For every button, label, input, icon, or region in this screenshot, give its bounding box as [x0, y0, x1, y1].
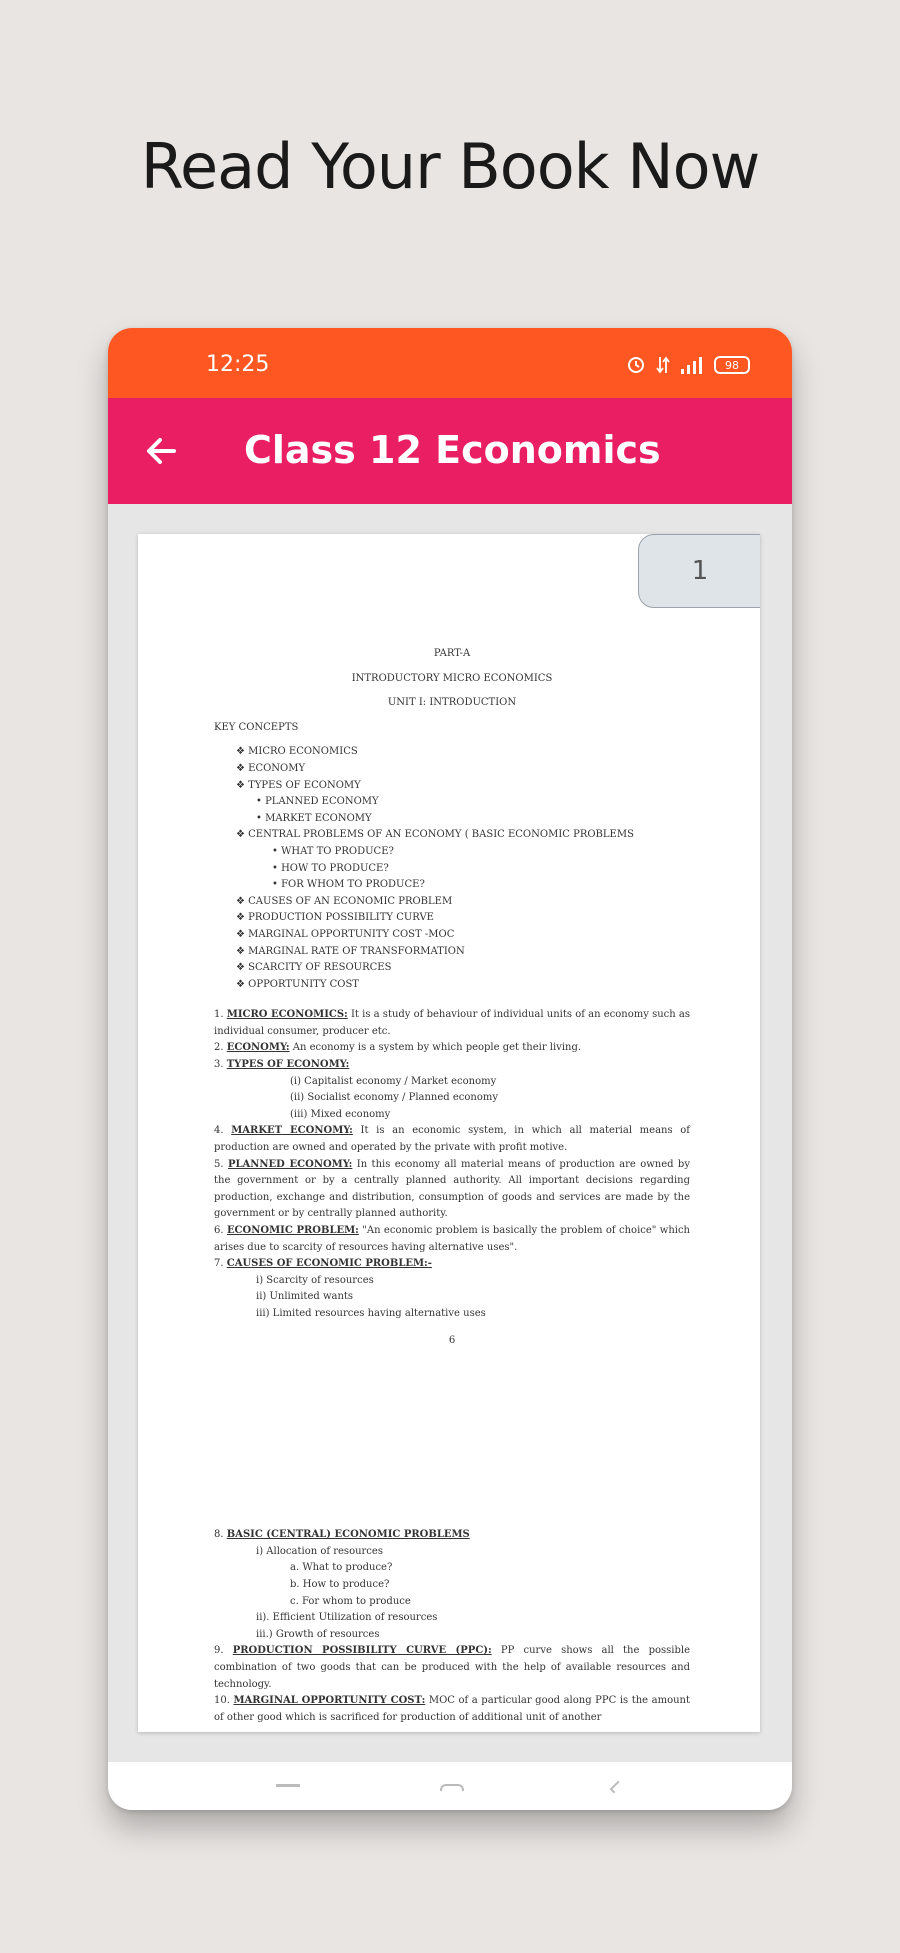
doc-part-heading: PART-A: [433, 648, 471, 659]
list-item: ❖ CAUSES OF AN ECONOMIC PROBLEM: [236, 895, 453, 907]
arrow-back-icon: [138, 428, 184, 474]
list-item: b. How to produce?: [290, 1578, 390, 1590]
status-bar: [108, 328, 792, 398]
status-time: 12:25: [206, 352, 270, 377]
list-item: ❖ PRODUCTION POSSIBILITY CURVE: [236, 912, 434, 924]
list-item: ❖ SCARCITY OF RESOURCES: [236, 962, 392, 974]
doc-item: 9. PRODUCTION POSSIBILITY CURVE (PPC): PP curve shows all the possible combination of two goods that can be produced with the help of available resources and technology.: [214, 1645, 690, 1690]
list-item: • FOR WHOM TO PRODUCE?: [272, 879, 425, 891]
pdf-viewer[interactable]: [108, 504, 792, 1762]
list-item: (i) Capitalist economy / Market economy: [290, 1075, 497, 1087]
doc-title-heading: INTRODUCTORY MICRO ECONOMICS: [351, 672, 553, 684]
alarm-icon: [626, 355, 646, 375]
list-item: (iii) Mixed economy: [290, 1108, 391, 1120]
list-item: • MARKET ECONOMY: [256, 812, 372, 824]
list-item: ❖ TYPES OF ECONOMY: [236, 779, 361, 791]
list-item: ❖ MARGINAL OPPORTUNITY COST -MOC: [236, 928, 455, 940]
doc-page-footer: 6: [448, 1334, 456, 1346]
document-text: [214, 646, 690, 1726]
list-item: (ii) Socialist economy / Planned economy: [290, 1092, 498, 1104]
battery-level: 98: [725, 358, 739, 372]
doc-item: 2. ECONOMY: An economy is a system by which people get their living.: [214, 1042, 582, 1054]
home-icon[interactable]: [440, 1784, 464, 1791]
list-item: ii) Unlimited wants: [256, 1291, 354, 1303]
doc-item: 4. MARKET ECONOMY: It is an economic system, in which all material means of production are owned and operated by the private with profit motive.: [214, 1125, 690, 1154]
list-item: a. What to produce?: [290, 1562, 393, 1574]
recents-icon[interactable]: [276, 1784, 300, 1787]
list-item: iii) Limited resources having alternative uses: [256, 1307, 486, 1319]
doc-item: 1. MICRO ECONOMICS: It is a study of behaviour of individual units of an economy such as individual consumer, producer etc.: [214, 1009, 690, 1037]
battery-icon: [714, 356, 750, 374]
doc-item: 5. PLANNED ECONOMY: In this economy all material means of production are owned by the government or by a centrally planned authority. All important decisions regarding production, exchange and distribution, consumption of goods and services are made by the government or by centrally planned authority.: [214, 1158, 690, 1220]
list-item: ❖ CENTRAL PROBLEMS OF AN ECONOMY ( BASIC ECONOMIC PROBLEMS: [236, 829, 634, 841]
doc-item: 8. BASIC (CENTRAL) ECONOMIC PROBLEMS: [214, 1529, 470, 1541]
app-bar: [108, 398, 792, 504]
list-item: ❖ ECONOMY: [236, 762, 306, 774]
data-icon: [656, 355, 670, 375]
list-item: ii). Efficient Utilization of resources: [256, 1612, 438, 1624]
pdf-page: [138, 534, 760, 1732]
list-item: iii.) Growth of resources: [256, 1628, 380, 1640]
list-item: i) Allocation of resources: [256, 1545, 383, 1557]
back-button[interactable]: [138, 428, 184, 474]
list-item: c. For whom to produce: [290, 1595, 411, 1607]
list-item: • PLANNED ECONOMY: [256, 796, 379, 808]
page-number: 1: [691, 556, 709, 586]
list-item: ❖ MARGINAL RATE OF TRANSFORMATION: [236, 945, 465, 957]
list-item: ❖ MICRO ECONOMICS: [236, 746, 358, 758]
doc-unit-heading: UNIT I: INTRODUCTION: [387, 697, 517, 709]
signal-icon: [680, 355, 704, 375]
status-icons: [626, 354, 750, 376]
list-item: • HOW TO PRODUCE?: [272, 862, 389, 874]
doc-item: 3. TYPES OF ECONOMY:: [214, 1059, 350, 1071]
list-item: • WHAT TO PRODUCE?: [272, 845, 394, 857]
phone-frame: [108, 328, 792, 1810]
app-title: Class 12 Economics: [244, 428, 661, 472]
doc-item: 10. MARGINAL OPPORTUNITY COST: MOC of a particular good along PPC is the amount of other good which is sacrificed for production of additional unit of another: [214, 1695, 690, 1723]
key-concepts-label: KEY CONCEPTS: [214, 721, 299, 733]
promo-headline: Read Your Book Now: [140, 130, 760, 203]
doc-item: 7. CAUSES OF ECONOMIC PROBLEM:-: [214, 1258, 432, 1270]
doc-item: 6. ECONOMIC PROBLEM: "An economic problem is basically the problem of choice" which arises due to scarcity of resources having alternative uses".: [214, 1225, 691, 1253]
list-item: i) Scarcity of resources: [256, 1274, 374, 1286]
list-item: ❖ OPPORTUNITY COST: [236, 978, 359, 990]
back-nav-icon[interactable]: [610, 1781, 623, 1794]
page-number-indicator: [638, 534, 760, 608]
system-nav-bar: [108, 1762, 792, 1810]
